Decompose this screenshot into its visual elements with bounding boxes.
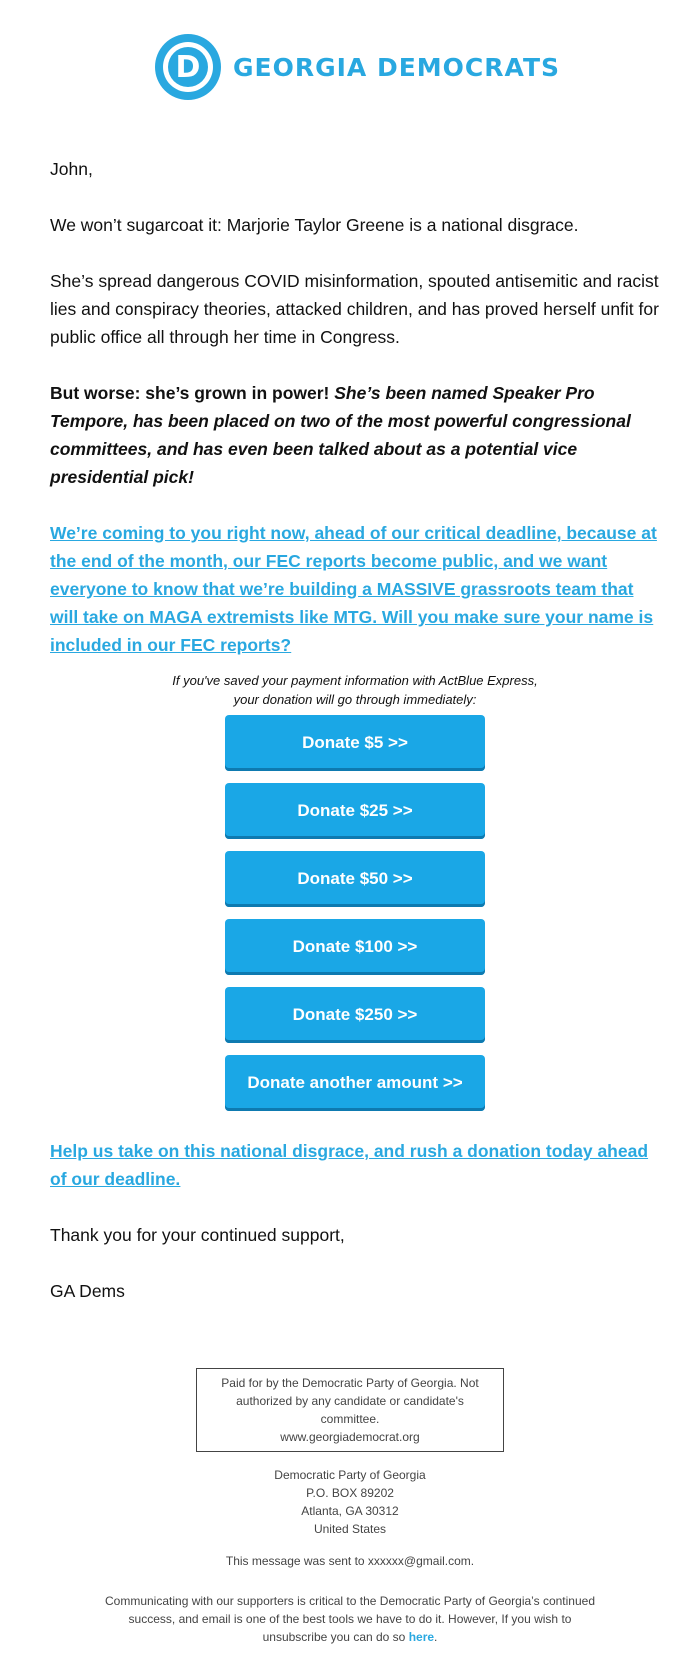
signature: GA Dems [50,1281,125,1301]
donate-100-button[interactable]: Donate $100 >> [225,919,485,975]
donate-50-button[interactable]: Donate $50 >> [225,851,485,907]
address-line: Atlanta, GA 30312 [301,1504,399,1518]
fec-report-link-text[interactable]: We’re coming to you right now, ahead of our critical deadline, because at the end of the month, our FEC reports become public, and we want everyone to know that we’re building a MASSIVE grassroots team that will take on MAGA extremists like MTG. Will you make sure your name is included in our FEC reports? [50,523,657,655]
paid-for-disclaimer [196,1368,504,1452]
paragraph-intro: We won’t sugarcoat it: Marjorie Taylor Greene is a national disgrace. [50,215,579,235]
actblue-note [50,671,660,709]
unsubscribe-link[interactable]: here [408,1630,435,1644]
unsubscribe-text: Communicating with our supporters is critical to the Democratic Party of Georgia’s continued success, and email is one of the best tools we have to do it. However, If you wish to unsubscribe you can do so [105,1594,595,1644]
donate-other-amount-button[interactable]: Donate another amount >> [225,1055,485,1111]
unsubscribe-notice [100,1592,600,1646]
donate-5-button[interactable]: Donate $5 >> [225,715,485,771]
email-footer [0,1368,700,1646]
donate-buttons [50,715,660,1123]
actblue-note-line1: If you've saved your payment information with ActBlue Express, [172,673,538,688]
address-line: P.O. BOX 89202 [306,1486,394,1500]
actblue-note-line2: your donation will go through immediately: [233,692,477,707]
address-line: Democratic Party of Georgia [274,1468,426,1482]
paragraph-record: She’s spread dangerous COVID misinformation, spouted antisemitic and racist lies and conspiracy theories, attacked children, and has proved herself unfit for public office all through her time in Congress. [50,271,659,347]
paragraph-power [50,379,660,491]
logo-letter: D [175,49,201,85]
donate-25-button[interactable]: Donate $25 >> [225,783,485,839]
georgia-democrats-logo [155,34,560,100]
unsubscribe-end: . [434,1630,438,1644]
fec-report-link[interactable] [50,519,660,659]
democrats-d-logo-icon [155,34,221,100]
email-body [50,155,660,1333]
closing: Thank you for your continued support, [50,1225,345,1245]
mailing-address [0,1466,700,1538]
donate-250-button[interactable]: Donate $250 >> [225,987,485,1043]
paragraph-power-bold: But worse: she’s grown in power! [50,383,335,403]
sent-to-notice: This message was sent to xxxxxx@gmail.com. [225,1554,475,1568]
address-line: United States [313,1522,387,1536]
rush-donation-link[interactable] [50,1137,660,1193]
website-text: www.georgiademocrat.org [280,1430,420,1444]
logo-text: GEORGIA DEMOCRATS [233,52,560,82]
paid-for-text: Paid for by the Democratic Party of Georgia. Not authorized by any candidate or candidate's committee. [221,1376,479,1426]
greeting: John, [50,159,93,179]
paragraph-power-italic: She’s been named Speaker Pro Tempore, has been placed on two of the most powerful congressional committees, and has even been talked about as a potential vice presidential pick! [50,383,631,487]
rush-donation-link-text[interactable]: Help us take on this national disgrace, and rush a donation today ahead of our deadline. [50,1141,649,1189]
